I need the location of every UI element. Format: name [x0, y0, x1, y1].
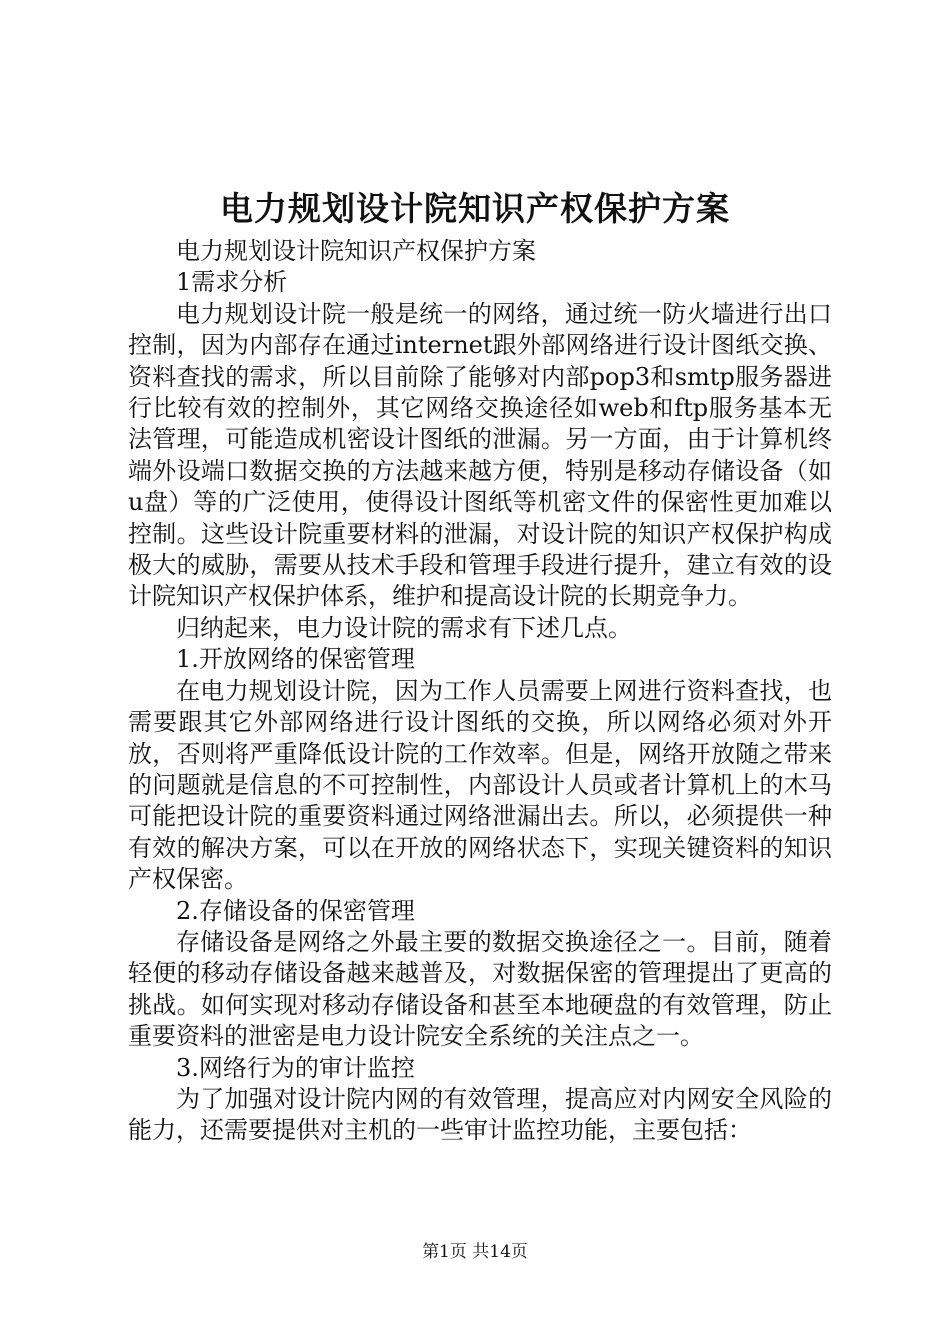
paragraph-storage: 存储设备是网络之外最主要的数据交换途径之一。目前，随着轻便的移动存储设备越来越普及，对数据保密的管理提出了更高的挑战。如何实现对移动存储设备和甚至本地硬盘的有效管理，防止重要资料的泄密是电力设计院安全系统的关注点之一。	[128, 927, 832, 1051]
document-body	[128, 236, 832, 1147]
section-heading-storage: 2.存储设备的保密管理	[176, 896, 415, 925]
paragraph-audit: 为了加强对设计院内网的有效管理，提高应对内网安全风险的能力，还需要提供对主机的一些审计监控功能，主要包括：	[128, 1084, 832, 1145]
page-footer: 第1页 共14页	[422, 1242, 528, 1262]
document-title: 电力规划设计院知识产权保护方案	[220, 189, 730, 228]
paragraph-summary: 归纳起来，电力设计院的需求有下述几点。	[176, 613, 632, 642]
paragraph-requirements-analysis: 电力规划设计院一般是统一的网络，通过统一防火墙进行出口控制，因为内部存在通过internet跟外部网络进行设计图纸交换、资料查找的需求，所以目前除了能够对内部pop3和smtp服务器进行比较有效的控制外，其它网络交换途径如web和ftp服务基本无法管理，可能造成机密设计图纸的泄漏。另一方面，由于计算机终端外设端口数据交换的方法越来越方便，特别是移动存储设备（如u盘）等的广泛使用，使得设计图纸等机密文件的保密性更加难以控制。这些设计院重要材料的泄漏，对设计院的知识产权保护构成极大的威胁，需要从技术手段和管理手段进行提升，建立有效的设计院知识产权保护体系，维护和提高设计院的长期竞争力。	[128, 299, 832, 611]
paragraph-open-network: 在电力规划设计院，因为工作人员需要上网进行资料查找，也需要跟其它外部网络进行设计图纸的交换，所以网络必须对外开放，否则将严重降低设计院的工作效率。但是，网络开放随之带来的问题就是信息的不可控制性，内部设计人员或者计算机上的木马可能把设计院的重要资料通过网络泄漏出去。所以，必须提供一种有效的解决方案，可以在开放的网络状态下，实现关键资料的知识产权保密。	[128, 676, 832, 894]
section-heading-open-network: 1.开放网络的保密管理	[176, 645, 415, 674]
section-heading-requirements: 1需求分析	[176, 268, 288, 297]
paragraph-subtitle: 电力规划设计院知识产权保护方案	[176, 237, 536, 265]
section-heading-audit: 3.网络行为的审计监控	[176, 1053, 415, 1082]
